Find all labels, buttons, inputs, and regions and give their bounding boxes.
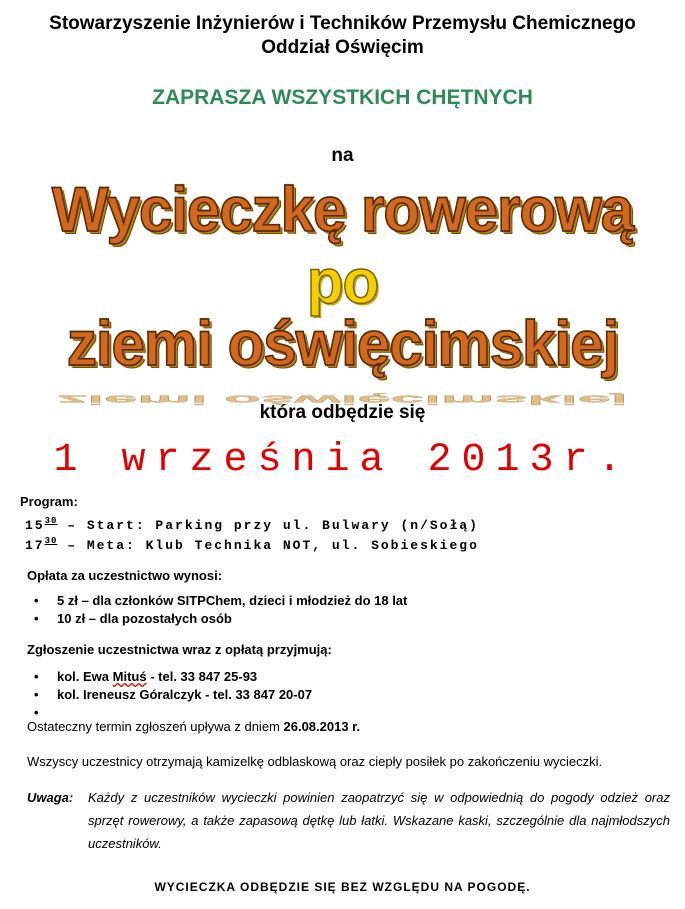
participant-benefits: Wszyscy uczestnicy otrzymają kamizelkę odblaskową oraz ciepły posiłek po zakończeniu wycieczki.	[27, 754, 603, 769]
connector-word: na	[331, 145, 354, 166]
note-label: Uwaga:	[27, 790, 74, 805]
program-finish-hour: 17	[25, 538, 45, 553]
program-item-start	[25, 516, 479, 533]
deadline-text: Ostateczny termin zgłoszeń upływa z dniem	[27, 719, 284, 734]
event-intro: która odbędzie się	[259, 402, 426, 423]
title-line-1: Wycieczkę rowerową	[51, 174, 634, 245]
program-start-minutes: 30	[44, 516, 58, 526]
event-date: 1 września 2013r.	[53, 438, 632, 483]
program-finish-text: – Meta: Klub Technika NOT, ul. Sobieskiego	[57, 538, 479, 553]
title-line-2: po	[306, 246, 379, 317]
program-finish-minutes: 30	[44, 536, 58, 546]
program-label: Program:	[20, 494, 78, 509]
program-start-hour: 15	[25, 518, 45, 533]
contact-ewa-surname: Mituś	[112, 669, 147, 684]
weather-notice: WYCIECZKA ODBĘDZIE SIĘ BEZ WZGLĘDU NA POGODĘ.	[154, 880, 531, 894]
invitation-heading: ZAPRASZA WSZYSTKICH CHĘTNYCH	[152, 86, 533, 109]
registration-contacts	[27, 668, 312, 704]
deadline-date: 26.08.2013 r.	[283, 719, 361, 734]
contact-ewa-phone: - tel. 33 847 25-93	[146, 669, 258, 684]
organization-name: Stowarzyszenie Inżynierów i Techników Przemysłu Chemicznego	[49, 13, 636, 34]
program-item-finish	[25, 536, 479, 553]
contact-ewa	[27, 668, 312, 686]
contact-ewa-prefix: kol. Ewa	[57, 669, 113, 684]
fee-list	[27, 592, 407, 628]
title-reflection: ziemi oświęcimskiej	[57, 392, 628, 408]
program-start-text: – Start: Parking przy ul. Bulwary (n/Sołą)	[57, 518, 479, 533]
contact-ireneusz: • kol. Ireneusz Góralczyk - tel. 33 847 20-07	[27, 686, 312, 704]
note-text: Każdy z uczestników wycieczki powinien zaopatrzyć się w odpowiednią do pogody odzież oraz sprzęt rowerowy, a także zapasową dętkę lub łatki. Wskazane kaski, szczególnie dla najmłodszych uczestników.	[88, 790, 670, 851]
title-line-3: ziemi oświęcimskiej	[66, 308, 619, 379]
fee-label: Opłata za uczestnictwo wynosi:	[27, 568, 223, 583]
registration-label: Zgłoszenie uczestnictwa wraz z opłatą przyjmują:	[27, 642, 332, 657]
deadline-note	[27, 718, 360, 736]
fee-item-members: • 5 zł – dla członków SITPChem, dzieci i młodzież do 18 lat	[27, 592, 407, 610]
fee-item-others: • 10 zł – dla pozostałych osób	[27, 610, 407, 628]
organization-branch: Oddział Oświęcim	[261, 37, 424, 58]
